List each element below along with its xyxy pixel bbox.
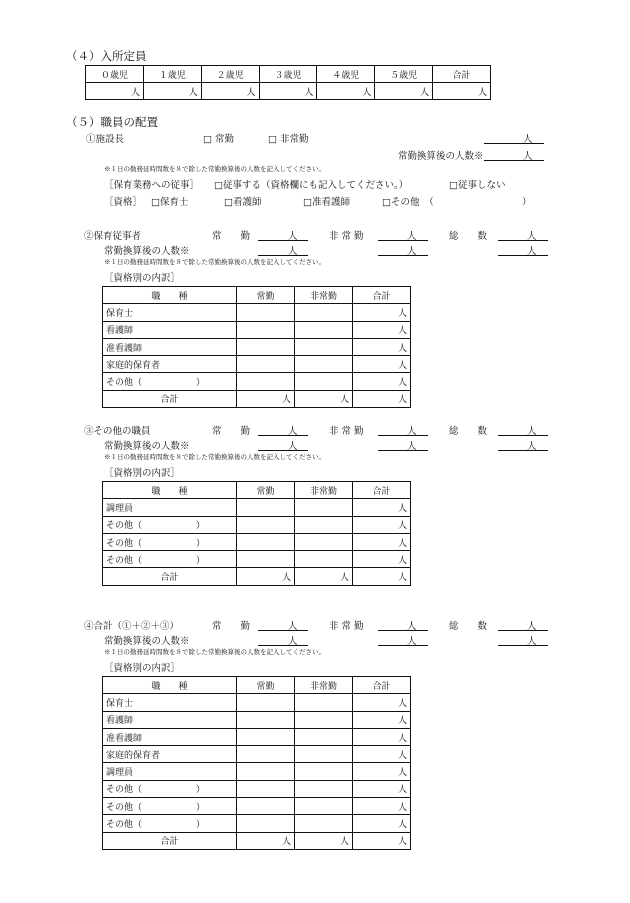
count-cell[interactable] bbox=[295, 711, 353, 728]
count-cell[interactable] bbox=[237, 516, 295, 533]
converted-part-line[interactable] bbox=[378, 450, 428, 451]
sum-cell[interactable]: 人 bbox=[295, 832, 353, 849]
table-header: 職 種 bbox=[103, 482, 237, 499]
job-type-cell: その他（ ） bbox=[103, 533, 237, 550]
row-total-cell[interactable]: 人 bbox=[353, 815, 411, 832]
capacity-cell[interactable]: 人 bbox=[433, 83, 491, 100]
sum-cell[interactable]: 人 bbox=[237, 832, 295, 849]
job-type-cell: 調理員 bbox=[103, 763, 237, 780]
table-row bbox=[103, 321, 411, 338]
job-type-cell: 保育士 bbox=[103, 304, 237, 321]
converted-part-line[interactable] bbox=[378, 645, 428, 646]
table-header: 合計 bbox=[353, 287, 411, 304]
table-row bbox=[103, 798, 411, 815]
table-header: 合計 bbox=[353, 677, 411, 694]
table-row bbox=[103, 304, 411, 321]
job-type-cell: 看護師 bbox=[103, 711, 237, 728]
capacity-cell[interactable]: 人 bbox=[317, 83, 375, 100]
sum-cell[interactable]: 人 bbox=[353, 568, 411, 585]
part-time-label: 非 常 勤 bbox=[329, 231, 364, 242]
count-cell[interactable] bbox=[237, 338, 295, 355]
table-header: 常勤 bbox=[237, 287, 295, 304]
unit-label: 人 bbox=[527, 636, 537, 647]
qual-nursery-checkbox[interactable]: □保育士 bbox=[151, 197, 189, 208]
part-time-line[interactable] bbox=[378, 240, 428, 241]
capacity-header: ２歳児 bbox=[201, 66, 259, 83]
capacity-table bbox=[85, 65, 491, 100]
table-row bbox=[103, 694, 411, 711]
converted-label: 常勤換算後の人数※ bbox=[104, 246, 190, 257]
job-type-cell: 看護師 bbox=[103, 321, 237, 338]
capacity-cell[interactable]: 人 bbox=[201, 83, 259, 100]
qual-assistant-nurse-checkbox[interactable]: □准看護師 bbox=[303, 197, 350, 208]
capacity-header: １歳児 bbox=[143, 66, 201, 83]
sum-label-cell: 合計 bbox=[103, 568, 237, 585]
capacity-cell[interactable]: 人 bbox=[143, 83, 201, 100]
table-row bbox=[103, 516, 411, 533]
row-total-cell[interactable]: 人 bbox=[353, 304, 411, 321]
part-time-line[interactable] bbox=[378, 630, 428, 631]
unit-label: 人 bbox=[407, 621, 417, 632]
table-row bbox=[103, 728, 411, 745]
qualification-table bbox=[102, 286, 411, 408]
block-label: ②保育従事者 bbox=[84, 231, 142, 242]
unit-label: 人 bbox=[527, 231, 537, 242]
table-header: 非常勤 bbox=[295, 677, 353, 694]
job-type-cell: 調理員 bbox=[103, 499, 237, 516]
converted-full-line[interactable] bbox=[258, 255, 308, 256]
job-type-cell: その他（ ） bbox=[103, 780, 237, 797]
part-time-label: 非 常 勤 bbox=[329, 621, 364, 632]
row-total-cell[interactable]: 人 bbox=[353, 356, 411, 373]
total-label: 総 数 bbox=[449, 231, 488, 242]
row-total-cell[interactable]: 人 bbox=[353, 728, 411, 745]
section-4-title: （４）入所定員 bbox=[66, 49, 147, 63]
count-cell[interactable] bbox=[295, 321, 353, 338]
unit-label: 人 bbox=[527, 621, 537, 632]
unit-label: 人 bbox=[407, 636, 417, 647]
job-type-cell: 保育士 bbox=[103, 694, 237, 711]
job-type-cell: その他（ ） bbox=[103, 551, 237, 568]
full-time-line[interactable] bbox=[258, 435, 308, 436]
count-cell[interactable] bbox=[295, 533, 353, 550]
count-cell[interactable] bbox=[237, 694, 295, 711]
unit-label: 人 bbox=[407, 426, 417, 437]
capacity-header: ３歳児 bbox=[259, 66, 317, 83]
work-label: ［保育業務への従事］ bbox=[104, 180, 200, 191]
table-row bbox=[103, 746, 411, 763]
count-cell[interactable] bbox=[237, 321, 295, 338]
count-cell[interactable] bbox=[237, 304, 295, 321]
job-type-cell: その他（ ） bbox=[103, 373, 237, 390]
total-label: 総 数 bbox=[449, 621, 488, 632]
table-row bbox=[103, 815, 411, 832]
count-cell[interactable] bbox=[237, 533, 295, 550]
sum-cell[interactable]: 人 bbox=[237, 568, 295, 585]
unit-label: 人 bbox=[527, 441, 537, 452]
block-label: ③その他の職員 bbox=[84, 426, 151, 437]
converted-total-line[interactable] bbox=[498, 645, 548, 646]
breakdown-label: ［資格別の内訳］ bbox=[104, 663, 181, 674]
count-cell[interactable] bbox=[295, 815, 353, 832]
converted-full-line[interactable] bbox=[258, 450, 308, 451]
count-cell[interactable] bbox=[237, 815, 295, 832]
capacity-header: ０歳児 bbox=[86, 66, 144, 83]
sum-cell[interactable]: 人 bbox=[237, 390, 295, 407]
full-time-line[interactable] bbox=[258, 240, 308, 241]
full-time-line[interactable] bbox=[258, 630, 308, 631]
sum-cell[interactable]: 人 bbox=[295, 568, 353, 585]
unit-label: 人 bbox=[523, 151, 533, 162]
full-time-label: 常 勤 bbox=[212, 621, 251, 632]
director-count-line[interactable] bbox=[484, 143, 544, 144]
director-label: ①施設長 bbox=[86, 134, 125, 145]
capacity-header: ４歳児 bbox=[317, 66, 375, 83]
qual-other-close: ） bbox=[522, 197, 532, 208]
count-cell[interactable] bbox=[237, 763, 295, 780]
unit-label: 人 bbox=[288, 441, 298, 452]
unit-label: 人 bbox=[527, 246, 537, 257]
job-type-cell: その他（ ） bbox=[103, 798, 237, 815]
sum-cell[interactable]: 人 bbox=[295, 390, 353, 407]
count-cell[interactable] bbox=[295, 499, 353, 516]
full-time-label: 常 勤 bbox=[212, 231, 251, 242]
count-cell[interactable] bbox=[295, 373, 353, 390]
converted-total-line[interactable] bbox=[498, 255, 548, 256]
row-total-cell[interactable]: 人 bbox=[353, 711, 411, 728]
capacity-header: 合計 bbox=[433, 66, 491, 83]
converted-full-line[interactable] bbox=[258, 645, 308, 646]
converted-note: ※１日の勤務延時間数を８で除した常勤換算後の人数を記入してください。 bbox=[104, 453, 325, 461]
table-header: 常勤 bbox=[237, 677, 295, 694]
job-type-cell: 准看護師 bbox=[103, 338, 237, 355]
job-type-cell: 家庭的保育者 bbox=[103, 746, 237, 763]
row-total-cell[interactable]: 人 bbox=[353, 338, 411, 355]
part-time-label: 非 常 勤 bbox=[329, 426, 364, 437]
qual-nurse-checkbox[interactable]: □看護師 bbox=[224, 197, 262, 208]
qual-other-checkbox[interactable]: □その他 （ bbox=[382, 197, 434, 208]
count-cell[interactable] bbox=[237, 356, 295, 373]
sum-cell[interactable]: 人 bbox=[353, 390, 411, 407]
table-row bbox=[103, 711, 411, 728]
count-cell[interactable] bbox=[295, 551, 353, 568]
count-cell[interactable] bbox=[237, 499, 295, 516]
count-cell[interactable] bbox=[237, 746, 295, 763]
count-cell[interactable] bbox=[295, 763, 353, 780]
row-total-cell[interactable]: 人 bbox=[353, 763, 411, 780]
count-cell[interactable] bbox=[295, 356, 353, 373]
row-total-cell[interactable]: 人 bbox=[353, 551, 411, 568]
sum-label-cell: 合計 bbox=[103, 390, 237, 407]
work-no-checkbox[interactable]: □従事しない bbox=[449, 180, 506, 191]
count-cell[interactable] bbox=[237, 551, 295, 568]
count-cell[interactable] bbox=[237, 780, 295, 797]
count-cell[interactable] bbox=[295, 728, 353, 745]
unit-label: 人 bbox=[407, 231, 417, 242]
table-row bbox=[103, 551, 411, 568]
count-cell[interactable] bbox=[237, 373, 295, 390]
unit-label: 人 bbox=[288, 621, 298, 632]
row-total-cell[interactable]: 人 bbox=[353, 533, 411, 550]
count-cell[interactable] bbox=[295, 338, 353, 355]
table-header: 非常勤 bbox=[295, 287, 353, 304]
unit-label: 人 bbox=[407, 441, 417, 452]
unit-label: 人 bbox=[288, 231, 298, 242]
part-time-line[interactable] bbox=[378, 435, 428, 436]
table-row bbox=[103, 373, 411, 390]
job-type-cell: その他（ ） bbox=[103, 516, 237, 533]
total-line[interactable] bbox=[498, 435, 548, 436]
converted-label: 常勤換算後の人数※ bbox=[104, 636, 190, 647]
breakdown-label: ［資格別の内訳］ bbox=[104, 468, 181, 479]
director-part-time-checkbox[interactable]: □ 非常勤 bbox=[268, 134, 309, 145]
row-total-cell[interactable]: 人 bbox=[353, 694, 411, 711]
converted-note: ※１日の勤務延時間数を８で除した常勤換算後の人数を記入してください。 bbox=[104, 258, 325, 266]
section-5-title: （５）職員の配置 bbox=[66, 115, 158, 129]
table-row bbox=[103, 533, 411, 550]
sum-label-cell: 合計 bbox=[103, 832, 237, 849]
table-row bbox=[103, 763, 411, 780]
count-cell[interactable] bbox=[295, 304, 353, 321]
breakdown-label: ［資格別の内訳］ bbox=[104, 273, 181, 284]
count-cell[interactable] bbox=[295, 746, 353, 763]
capacity-cell[interactable]: 人 bbox=[86, 83, 144, 100]
table-header: 非常勤 bbox=[295, 482, 353, 499]
work-yes-checkbox[interactable]: □従事する（資格欄にも記入してください。） bbox=[214, 180, 409, 191]
converted-part-line[interactable] bbox=[378, 255, 428, 256]
unit-label: 人 bbox=[523, 134, 533, 145]
qualification-table bbox=[102, 481, 411, 586]
converted-label: 常勤換算後の人数※ bbox=[104, 441, 190, 452]
table-header: 職 種 bbox=[103, 287, 237, 304]
qualification-table bbox=[102, 676, 411, 850]
count-cell[interactable] bbox=[295, 798, 353, 815]
capacity-cell[interactable]: 人 bbox=[259, 83, 317, 100]
total-line[interactable] bbox=[498, 630, 548, 631]
full-time-label: 常 勤 bbox=[212, 426, 251, 437]
row-total-cell[interactable]: 人 bbox=[353, 516, 411, 533]
table-row bbox=[103, 780, 411, 797]
job-type-cell: 准看護師 bbox=[103, 728, 237, 745]
director-note: ※１日の勤務延時間数を８で除した常勤換算後の人数を記入してください。 bbox=[104, 165, 325, 173]
total-line[interactable] bbox=[498, 240, 548, 241]
row-total-cell[interactable]: 人 bbox=[353, 373, 411, 390]
count-cell[interactable] bbox=[295, 516, 353, 533]
table-header: 常勤 bbox=[237, 482, 295, 499]
total-label: 総 数 bbox=[449, 426, 488, 437]
unit-label: 人 bbox=[527, 426, 537, 437]
capacity-cell[interactable]: 人 bbox=[375, 83, 433, 100]
sum-cell[interactable]: 人 bbox=[353, 832, 411, 849]
table-header: 合計 bbox=[353, 482, 411, 499]
job-type-cell: その他（ ） bbox=[103, 815, 237, 832]
director-converted-label: 常勤換算後の人数※ bbox=[398, 151, 484, 162]
job-type-cell: 家庭的保育者 bbox=[103, 356, 237, 373]
director-converted-line[interactable] bbox=[484, 160, 544, 161]
row-total-cell[interactable]: 人 bbox=[353, 746, 411, 763]
row-total-cell[interactable]: 人 bbox=[353, 780, 411, 797]
converted-total-line[interactable] bbox=[498, 450, 548, 451]
director-full-time-checkbox[interactable]: □ 常勤 bbox=[203, 134, 234, 145]
count-cell[interactable] bbox=[237, 798, 295, 815]
count-cell[interactable] bbox=[237, 711, 295, 728]
row-total-cell[interactable]: 人 bbox=[353, 321, 411, 338]
table-row bbox=[103, 338, 411, 355]
table-row bbox=[103, 356, 411, 373]
unit-label: 人 bbox=[288, 246, 298, 257]
table-header: 職 種 bbox=[103, 677, 237, 694]
row-total-cell[interactable]: 人 bbox=[353, 499, 411, 516]
count-cell[interactable] bbox=[237, 728, 295, 745]
unit-label: 人 bbox=[407, 246, 417, 257]
capacity-header: ５歳児 bbox=[375, 66, 433, 83]
block-label: ④合計（①＋②＋③） bbox=[84, 621, 180, 632]
qualification-label: ［資格］ bbox=[104, 197, 143, 208]
row-total-cell[interactable]: 人 bbox=[353, 798, 411, 815]
table-row bbox=[103, 499, 411, 516]
unit-label: 人 bbox=[288, 426, 298, 437]
converted-note: ※１日の勤務延時間数を８で除した常勤換算後の人数を記入してください。 bbox=[104, 648, 325, 656]
unit-label: 人 bbox=[288, 636, 298, 647]
count-cell[interactable] bbox=[295, 780, 353, 797]
count-cell[interactable] bbox=[295, 694, 353, 711]
